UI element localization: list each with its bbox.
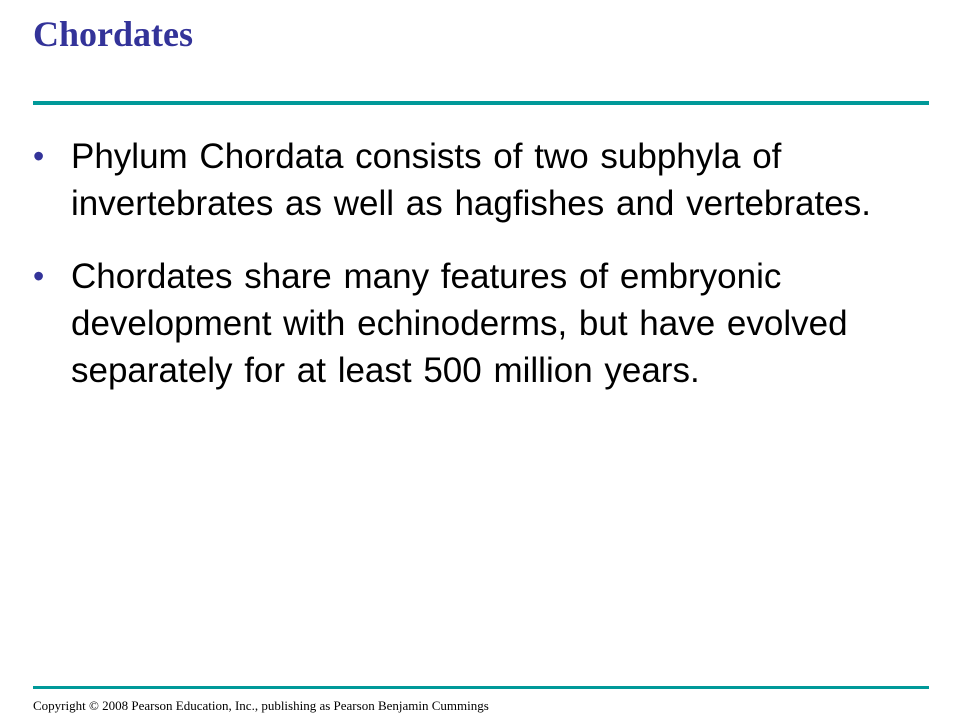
bullet-item (33, 253, 913, 394)
footer-divider (33, 686, 929, 689)
bullet-list (33, 133, 913, 420)
bullet-text: Phylum Chordata consists of two subphyla of invertebrates as well as hagfishes and vertebrates. (71, 137, 871, 223)
bullet-dot-icon: • (33, 138, 45, 174)
slide-title: Chordates (33, 14, 193, 54)
title-divider (33, 101, 929, 105)
bullet-item (33, 133, 913, 227)
bullet-dot-icon: • (33, 258, 45, 294)
bullet-text: Chordates share many features of embryonic development with echinoderms, but have evolved separately for at least 500 million years. (71, 257, 848, 390)
copyright-footer: Copyright © 2008 Pearson Education, Inc., publishing as Pearson Benjamin Cummings (33, 698, 489, 713)
